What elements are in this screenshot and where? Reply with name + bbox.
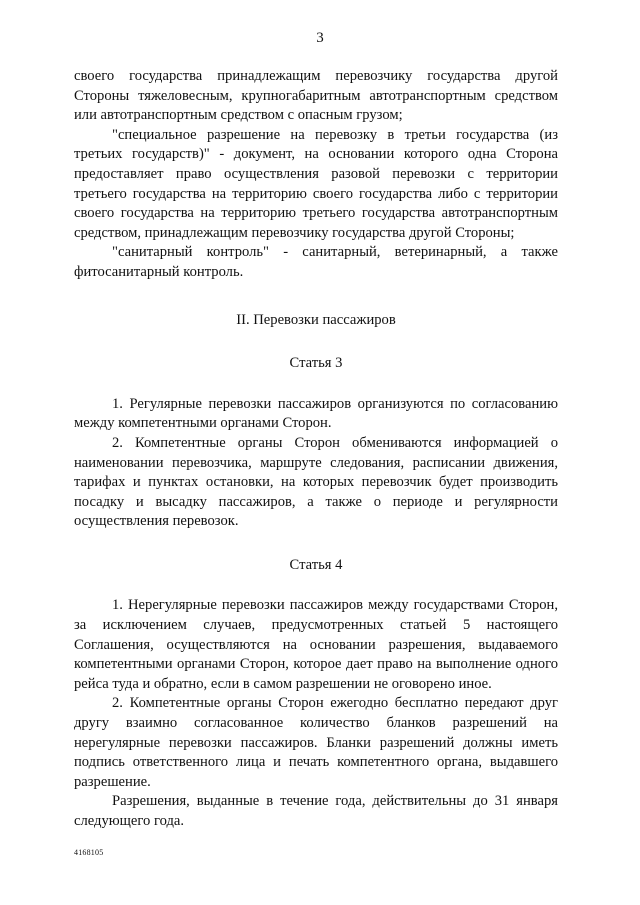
paragraph-continuation: своего государства принадлежащим перевозчику государства другой Стороны тяжеловесным, крупногабаритным автотранспортным средством или автотранспортным средством с опасным грузом; [74, 68, 558, 124]
article-3-paragraph-2: 2. Компетентные органы Сторон обмениваются информацией о наименовании перевозчика, маршруте следования, расписании движения, тарифах и пунктах остановки, на которых перевозчик будет производить посадку и высадку пассажиров, а также о периоде и регулярности осуществления перевозок. [74, 434, 558, 530]
paragraph-special-permit-definition: "специальное разрешение на перевозку в третьи государства (из третьих государств)" - документ, на основании которого одна Сторона предоставляет право осуществления разовой перевозки с территории третьего государства на территорию своего государства либо с территории своего государства на территорию третьего государства автотранспортным средством, принадлежащим перевозчику государства другой Стороны; [74, 126, 558, 241]
article-3-title: Статья 3 [289, 355, 343, 372]
article-3-paragraph-1: 1. Регулярные перевозки пассажиров организуются по согласованию между компетентными органами Сторон. [74, 395, 558, 432]
article-4-paragraph-2: 2. Компетентные органы Сторон ежегодно бесплатно передают друг другу взаимно согласованное количество бланков разрешений на нерегулярные перевозки пассажиров. Бланки разрешений должны иметь подпись ответственного лица и печать компетентного органа, выдавшего разрешение. [74, 695, 558, 790]
paragraph-sanitary-control-definition: "санитарный контроль" - санитарный, ветеринарный, а также фитосанитарный контроль. [74, 244, 558, 280]
section-title: II. Перевозки пассажиров [236, 311, 396, 328]
document-body [74, 67, 558, 832]
article-4-paragraph-3: Разрешения, выданные в течение года, действительны до 31 января следующего года. [74, 793, 558, 829]
page-number: 3 [316, 30, 324, 46]
article-4-title: Статья 4 [289, 556, 343, 573]
article-4-paragraph-1: 1. Нерегулярные перевозки пассажиров между государствами Сторон, за исключением случаев, предусмотренных статьей 5 настоящего Соглашения, осуществляются на основании разрешения, выдаваемого компетентными органами Сторон, которое дает право на выполнение одного рейса туда и обратно, если в самом разрешении не оговорено иное. [74, 597, 558, 692]
document-code: 4168105 [74, 848, 104, 857]
